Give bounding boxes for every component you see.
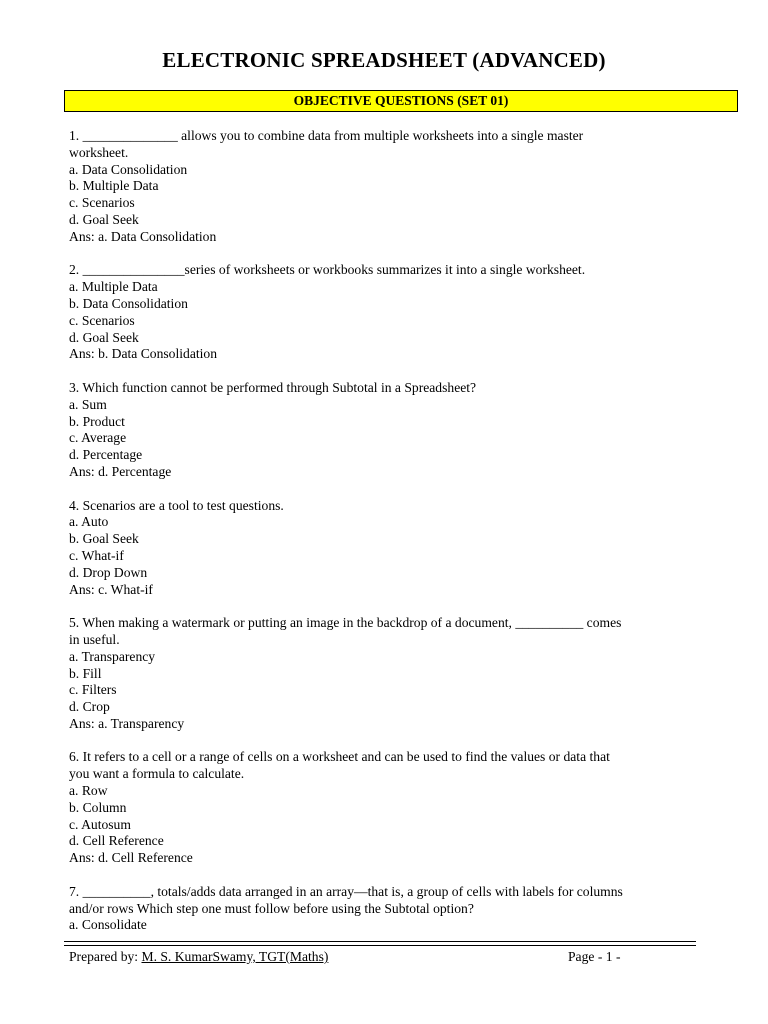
option-a: a. Transparency	[69, 648, 156, 664]
option-c: c. Filters	[69, 682, 117, 698]
question-stem: 1. ______________ allows you to combine data from multiple worksheets into a single master	[69, 128, 584, 143]
answer: Ans: b. Data Consolidation	[69, 346, 218, 362]
option-a: a. Row	[69, 783, 108, 799]
question-7	[69, 884, 709, 934]
footer-divider-top	[64, 941, 696, 942]
question-stem: 3. Which function cannot be performed through Subtotal in a Spreadsheet?	[69, 379, 477, 395]
answer: Ans: d. Cell Reference	[69, 850, 193, 866]
option-b: b. Multiple Data	[69, 178, 159, 194]
option-b: b. Fill	[69, 665, 102, 681]
question-stem-continued: in useful.	[69, 631, 120, 647]
option-c: c. Scenarios	[69, 312, 135, 328]
page-number: Page - 1 -	[568, 949, 621, 964]
option-b: b. Column	[69, 799, 127, 815]
option-a: a. Auto	[69, 514, 109, 530]
author-name: M. S. KumarSwamy, TGT(Maths)	[141, 949, 329, 964]
question-2	[69, 262, 709, 363]
option-c: c. Average	[69, 430, 127, 446]
question-stem-continued: worksheet.	[69, 144, 129, 160]
footer-divider-bottom	[64, 945, 696, 946]
question-stem: 2. _______________series of worksheets or workbooks summarizes it into a single worksheet.	[69, 262, 586, 278]
answer: Ans: c. What-if	[69, 581, 153, 597]
option-d: d. Percentage	[69, 447, 143, 463]
question-stem-continued: and/or rows Which step one must follow before using the Subtotal option?	[69, 900, 474, 916]
option-d: d. Goal Seek	[69, 211, 139, 227]
option-d: d. Crop	[69, 699, 110, 715]
question-list	[69, 128, 709, 951]
answer: Ans: a. Data Consolidation	[69, 228, 217, 244]
option-a: a. Multiple Data	[69, 279, 158, 295]
question-stem: 7. __________, totals/adds data arranged in an array—that is, a group of cells with labels for columns	[69, 883, 623, 899]
set-heading-banner: OBJECTIVE QUESTIONS (SET 01)	[64, 90, 738, 112]
prepared-by-label: Prepared by:	[69, 949, 142, 964]
option-a: a. Data Consolidation	[69, 161, 188, 177]
question-5	[69, 615, 709, 733]
option-a: a. Consolidate	[69, 917, 147, 933]
option-b: b. Product	[69, 413, 125, 429]
option-b: b. Goal Seek	[69, 531, 139, 547]
question-6	[69, 749, 709, 867]
question-stem: 4. Scenarios are a tool to test questions.	[69, 497, 284, 513]
question-4	[69, 498, 709, 599]
answer: Ans: d. Percentage	[69, 463, 172, 479]
option-c: c. What-if	[69, 547, 124, 563]
page-title: ELECTRONIC SPREADSHEET (ADVANCED)	[162, 48, 606, 72]
footer-prepared-by	[69, 949, 328, 965]
option-d: d. Cell Reference	[69, 833, 164, 849]
option-d: d. Drop Down	[69, 564, 148, 580]
option-a: a. Sum	[69, 396, 107, 412]
question-1	[69, 128, 709, 246]
question-stem-continued: you want a formula to calculate.	[69, 766, 245, 782]
question-3	[69, 380, 709, 481]
option-c: c. Autosum	[69, 816, 131, 832]
option-c: c. Scenarios	[69, 195, 135, 211]
question-stem: 5. When making a watermark or putting an image in the backdrop of a document, __________ comes	[69, 615, 622, 631]
question-stem: 6. It refers to a cell or a range of cells on a worksheet and can be used to find the values or data that	[69, 749, 610, 765]
option-b: b. Data Consolidation	[69, 295, 188, 311]
option-d: d. Goal Seek	[69, 329, 139, 345]
answer: Ans: a. Transparency	[69, 715, 185, 731]
